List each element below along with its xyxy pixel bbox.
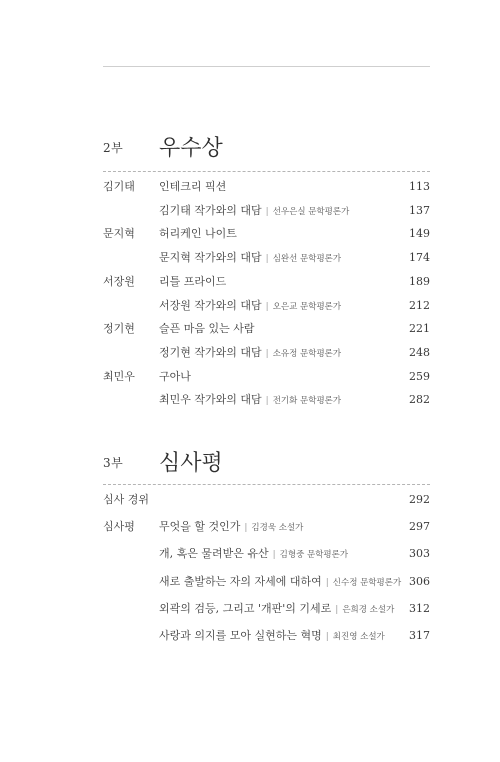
toc-page-number: 174 <box>409 251 430 265</box>
toc-credit: 오은교 문학평론가 <box>272 301 342 312</box>
toc-title-text: 사랑과 의지를 모아 실현하는 혁명 <box>159 629 322 642</box>
toc-title-text: 개, 혹은 물려받은 유산 <box>159 547 269 561</box>
toc-credit: 은희경 소설가 <box>342 604 395 615</box>
toc-credit: 선우은실 문학평론가 <box>272 206 350 217</box>
part3-title: 심사평 <box>159 451 223 476</box>
toc-title <box>159 573 401 592</box>
toc-title <box>159 225 237 243</box>
toc-title <box>159 391 341 410</box>
toc-title <box>159 545 348 564</box>
toc-title-text: 문지혁 작가와의 대담 <box>159 251 262 265</box>
toc-title-text: 리틀 프라이드 <box>159 274 227 288</box>
toc-page-number: 306 <box>409 574 430 588</box>
toc-entry <box>103 225 430 243</box>
toc-page-number: 317 <box>409 629 430 642</box>
toc-title-text: 구아나 <box>159 369 191 383</box>
toc-separator: | <box>335 604 339 615</box>
toc-separator: | <box>265 348 269 359</box>
toc-entry <box>103 297 430 315</box>
toc-title <box>159 344 341 363</box>
toc-title-text: 외곽의 검등, 그리고 '개판'의 기세로 <box>159 601 332 615</box>
toc-entry <box>103 202 430 220</box>
toc-separator: | <box>265 254 269 265</box>
toc-entry <box>103 249 430 267</box>
toc-author: 심사 경위 <box>103 493 150 506</box>
toc-title-text: 슬픈 마음 있는 사람 <box>159 322 255 336</box>
toc-page-number: 303 <box>409 547 430 561</box>
part3-label: 3부 <box>103 456 124 470</box>
toc-title-text: 서장원 작가와의 대담 <box>159 298 262 312</box>
toc-entry <box>103 573 430 591</box>
toc-title <box>159 600 394 619</box>
part2-title: 우수상 <box>159 136 223 161</box>
toc-entry <box>103 178 430 196</box>
toc-separator: | <box>325 632 329 642</box>
toc-title-text: 무엇을 할 것인가 <box>159 520 241 534</box>
toc-page-number: 282 <box>409 393 430 407</box>
toc-author: 서장원 <box>103 274 135 288</box>
toc-title <box>159 273 226 291</box>
toc-entry <box>103 320 430 338</box>
toc-separator: | <box>272 550 276 561</box>
toc-credit: 소유정 문학평론가 <box>272 348 342 359</box>
toc-page-number: 297 <box>409 520 430 534</box>
toc-credit: 김경욱 소설가 <box>251 523 304 534</box>
toc-page-number: 212 <box>409 298 430 312</box>
part2-label: 2부 <box>103 141 124 155</box>
toc-page-number: 248 <box>409 345 430 359</box>
toc-page-number: 312 <box>409 601 430 615</box>
toc-entry <box>103 273 430 291</box>
toc-page-number: 292 <box>409 493 430 506</box>
toc-page-number: 137 <box>409 203 430 217</box>
part2-divider <box>103 171 430 172</box>
toc-author: 문지혁 <box>103 227 135 241</box>
toc-title <box>159 249 341 268</box>
toc-separator: | <box>265 301 269 312</box>
toc-separator: | <box>325 577 329 588</box>
toc-separator: | <box>265 206 269 217</box>
toc-page-number: 189 <box>409 274 430 288</box>
toc-author: 심사평 <box>103 520 135 534</box>
toc-entry <box>103 344 430 362</box>
toc-page-number: 113 <box>409 180 430 193</box>
toc-entry <box>103 627 430 645</box>
toc-credit: 신수정 문학평론가 <box>332 577 402 588</box>
toc-credit: 김형중 문학평론가 <box>279 550 349 561</box>
toc-page-number: 221 <box>409 322 430 336</box>
toc-page-number: 259 <box>409 369 430 383</box>
toc-author: 김기태 <box>103 180 135 193</box>
toc-author: 최민우 <box>103 369 135 383</box>
toc-credit: 심완선 문학평론가 <box>272 254 342 265</box>
toc-separator: | <box>244 523 248 534</box>
top-rule <box>103 66 430 67</box>
toc-title <box>159 178 226 196</box>
toc-entry <box>103 600 430 618</box>
toc-page-number: 149 <box>409 227 430 241</box>
toc-author: 정기현 <box>103 322 135 336</box>
toc-credit: 최진영 소설가 <box>332 632 385 642</box>
toc-title-text: 새로 출발하는 자의 자세에 대하여 <box>159 574 322 588</box>
toc-title <box>159 297 341 316</box>
toc-entry <box>103 391 430 409</box>
toc-title <box>159 368 191 386</box>
toc-title <box>159 202 349 221</box>
toc-entry <box>103 368 430 386</box>
toc-title-text: 인테크리 픽션 <box>159 180 227 193</box>
toc-title <box>159 627 385 646</box>
toc-separator: | <box>265 396 269 407</box>
toc-title-text: 최민우 작가와의 대담 <box>159 393 262 407</box>
part3-divider <box>103 484 430 485</box>
toc-title <box>159 518 303 537</box>
toc-title <box>159 320 255 338</box>
toc-entry <box>103 491 430 509</box>
toc-entry <box>103 518 430 536</box>
toc-title-text: 김기태 작가와의 대담 <box>159 203 262 217</box>
toc-credit: 전기화 문학평론가 <box>272 396 342 407</box>
toc-title-text: 허리케인 나이트 <box>159 227 237 241</box>
toc-entry <box>103 545 430 563</box>
toc-title-text: 정기현 작가와의 대담 <box>159 345 262 359</box>
